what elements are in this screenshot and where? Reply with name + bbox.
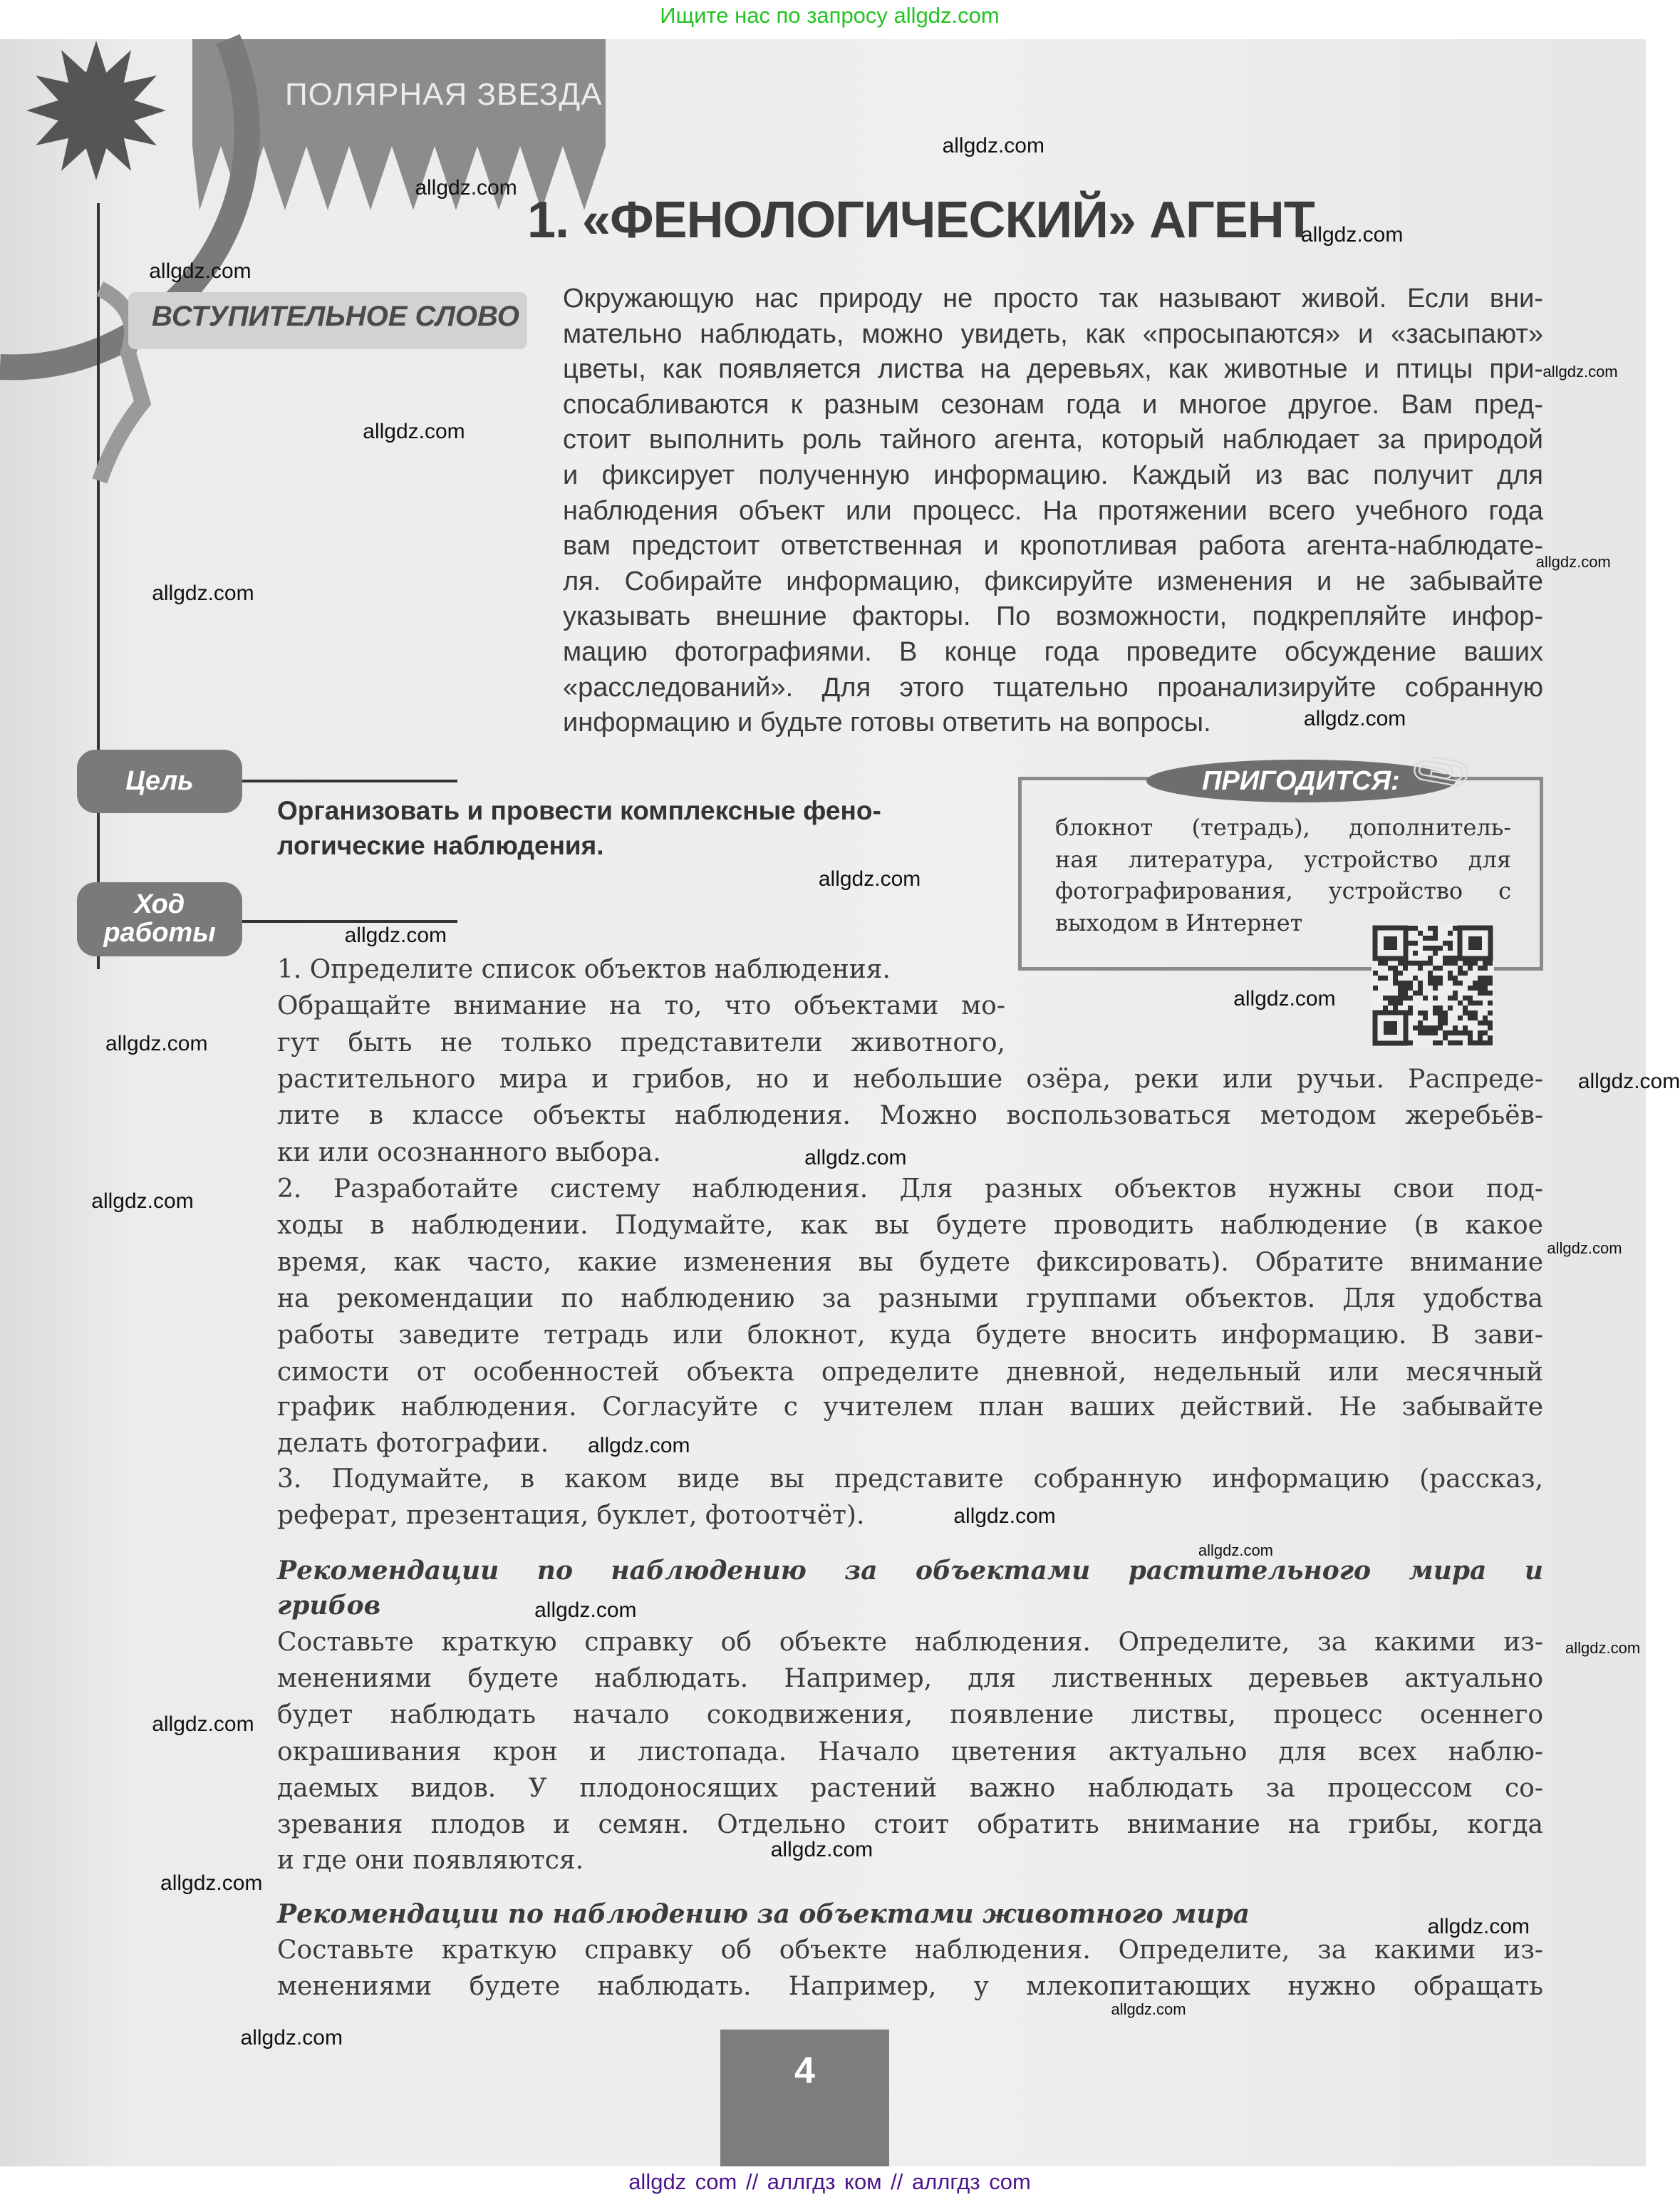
page-number: 4 — [720, 2030, 889, 2166]
body-line: растительного мира и грибов, но и небольшие озёра, реки или ручьи. Распреде- — [277, 1065, 1543, 1094]
useful-line: фотографирования, устройство с — [1055, 877, 1511, 904]
section-heading-line: Рекомендации по наблюдению за объектами животного мира — [277, 1898, 1250, 1929]
lesson-title: 1. «ФЕНОЛОГИЧЕСКИЙ» АГЕНТ — [527, 192, 1315, 249]
bottom-watermark: allgdz com // аллгдз ком // аллгдз com — [628, 2169, 1031, 2194]
watermark: allgdz.com — [149, 259, 252, 283]
goal-text-line: Организовать и провести комплексные фено- — [277, 796, 881, 825]
body-line: на рекомендации по наблюдению за разными группами объектов. Для удобства — [277, 1283, 1543, 1313]
watermark: allgdz.com — [363, 419, 465, 443]
body-line: гут быть не только представители животного, — [277, 1028, 1005, 1058]
intro-line: Окружающую нас природу не просто так называют живой. Если вни- — [563, 284, 1543, 314]
watermark: allgdz.com — [240, 2026, 343, 2050]
body-line: и где они появляются. — [277, 1845, 584, 1875]
watermark: allgdz.com — [804, 1145, 907, 1169]
watermark: allgdz.com — [1535, 552, 1611, 571]
watermark: allgdz.com — [91, 1189, 194, 1213]
watermark: allgdz.com — [1542, 363, 1618, 381]
body-line: делать фотографии. — [277, 1429, 549, 1459]
procedure-label-line: Ход — [134, 889, 185, 920]
watermark: allgdz.com — [105, 1031, 208, 1055]
watermark: allgdz.com — [818, 867, 921, 891]
watermark: allgdz.com — [344, 923, 447, 947]
useful-line: ная литература, устройство для — [1055, 846, 1511, 873]
watermark: allgdz.com — [1198, 1541, 1273, 1560]
watermark: allgdz.com — [1547, 1239, 1622, 1257]
watermark: allgdz.com — [160, 1871, 263, 1896]
intro-line: цветы, как появляется листва на деревьях, как животные и птицы при- — [563, 354, 1543, 385]
useful-label: ПРИГОДИТСЯ: — [1146, 760, 1456, 802]
watermark: allgdz.com — [152, 1712, 254, 1737]
series-title: ПОЛЯРНАЯ ЗВЕЗДА — [285, 77, 603, 112]
body-line: Составьте краткую справку об объекте наблюдения. Определите, за какими из- — [277, 1627, 1543, 1657]
intro-line: информацию и будьте готовы ответить на вопросы. — [563, 708, 1211, 738]
qr-code[interactable] — [1372, 924, 1494, 1047]
body-line: 2. Разработайте систему наблюдения. Для разных объектов нужны свои под- — [277, 1174, 1543, 1204]
top-watermark: Ищите нас по запросу allgdz.com — [660, 3, 1000, 28]
body-line: ходы в наблюдении. Подумайте, как вы будете проводить наблюдение (в какое — [277, 1211, 1543, 1241]
useful-line: выходом в Интернет — [1055, 909, 1303, 936]
intro-line: вам предстоит ответственная и кропотливая работа агента-наблюдате- — [563, 531, 1543, 562]
intro-line: мацию фотографиями. В конце года проведите обсуждение ваших — [563, 637, 1543, 667]
intro-line: наблюдения объект или процесс. На протяжении всего учебного года — [563, 495, 1543, 526]
watermark: allgdz.com — [534, 1598, 637, 1623]
goal-rule — [242, 780, 457, 782]
watermark: allgdz.com — [152, 582, 254, 605]
procedure-rule — [242, 920, 457, 923]
body-line: Обращайте внимание на то, что объектами мо- — [277, 991, 1005, 1021]
watermark: allgdz.com — [770, 1837, 873, 1861]
section-heading-line: грибов — [277, 1591, 381, 1621]
procedure-label-line: работы — [103, 918, 216, 948]
section-heading-line: Рекомендации по наблюдению за объектами растительного мира и — [277, 1555, 1543, 1586]
body-line: график наблюдения. Согласуйте с учителем план ваших действий. Не забывайте — [277, 1392, 1543, 1422]
body-line: 1. Определите список объектов наблюдения. — [277, 955, 891, 985]
body-line: зревания плодов и семян. Отдельно стоит обратить внимание на грибы, когда — [277, 1810, 1543, 1840]
watermark: allgdz.com — [1303, 706, 1406, 730]
watermark: allgdz.com — [588, 1434, 690, 1458]
body-line: симости от особенностей объекта определите дневной, недельный или месячный — [277, 1357, 1543, 1387]
paperclip-icon: 📎︎ — [1405, 737, 1478, 807]
goal-label: Цель — [77, 750, 242, 813]
body-line: даемых видов. У плодоносящих растений важно наблюдать за процессом со- — [277, 1773, 1543, 1803]
intro-line: и фиксирует полученную информацию. Каждый из вас получит для — [563, 460, 1543, 490]
intro-line: ля. Собирайте информацию, фиксируйте изменения и не забывайте — [563, 566, 1543, 596]
body-line: время, как часто, какие изменения вы будете фиксировать). Обратите внимание — [277, 1247, 1543, 1277]
intro-line: мательно наблюдать, можно увидеть, как «просыпаются» и «засыпают» — [563, 319, 1543, 349]
goal-text-line: логические наблюдения. — [277, 831, 604, 860]
page-margin — [1646, 39, 1659, 2166]
body-line: ки или осознанного выбора. — [277, 1137, 661, 1167]
watermark: allgdz.com — [942, 134, 1044, 158]
watermark: allgdz.com — [1233, 986, 1336, 1011]
intro-line: стоит выполнить роль тайного агента, который наблюдает за природой — [563, 425, 1543, 455]
intro-line: спосабливаются к разным сезонам года и многое другое. Вам пред- — [563, 389, 1543, 420]
intro-line: указывать внешние факторы. По возможности, подкрепляйте инфор- — [563, 601, 1543, 632]
watermark: allgdz.com — [1565, 1638, 1641, 1657]
body-line: реферат, презентация, буклет, фотоотчёт). — [277, 1500, 865, 1530]
watermark: allgdz.com — [1111, 2000, 1186, 2018]
star-icon — [25, 39, 167, 182]
body-line: Составьте краткую справку об объекте наблюдения. Определите, за какими из- — [277, 1935, 1543, 1965]
body-line: менениями будете наблюдать. Например, для лиственных деревьев актуально — [277, 1663, 1543, 1693]
body-line: лите в классе объекты наблюдения. Можно воспользоваться методом жеребьёв- — [277, 1101, 1543, 1131]
watermark: allgdz.com — [1300, 222, 1404, 247]
watermark: allgdz.com — [1577, 1069, 1680, 1093]
watermark: allgdz.com — [1427, 1915, 1530, 1939]
useful-line: блокнот (тетрадь), дополнитель- — [1055, 814, 1511, 841]
intro-label: ВСТУПИТЕЛЬНОЕ СЛОВО — [152, 301, 519, 332]
watermark: allgdz.com — [953, 1504, 1056, 1528]
intro-line: «расследований». Для этого тщательно проанализируйте собранную — [563, 672, 1543, 703]
body-line: работы заведите тетрадь или блокнот, куда будете вносить информацию. В зави- — [277, 1320, 1543, 1350]
body-line: менениями будете наблюдать. Например, у млекопитающих нужно обращать — [277, 1972, 1543, 2002]
procedure-label — [77, 882, 242, 956]
body-line: 3. Подумайте, в каком виде вы представите собранную информацию (рассказ, — [277, 1464, 1543, 1494]
body-line: окрашивания крон и листопада. Начало цветения актуально для всех наблю- — [277, 1737, 1543, 1767]
watermark: allgdz.com — [415, 176, 517, 200]
body-line: будет наблюдать начало сокодвижения, появление листвы, процесс осеннего — [277, 1700, 1543, 1730]
